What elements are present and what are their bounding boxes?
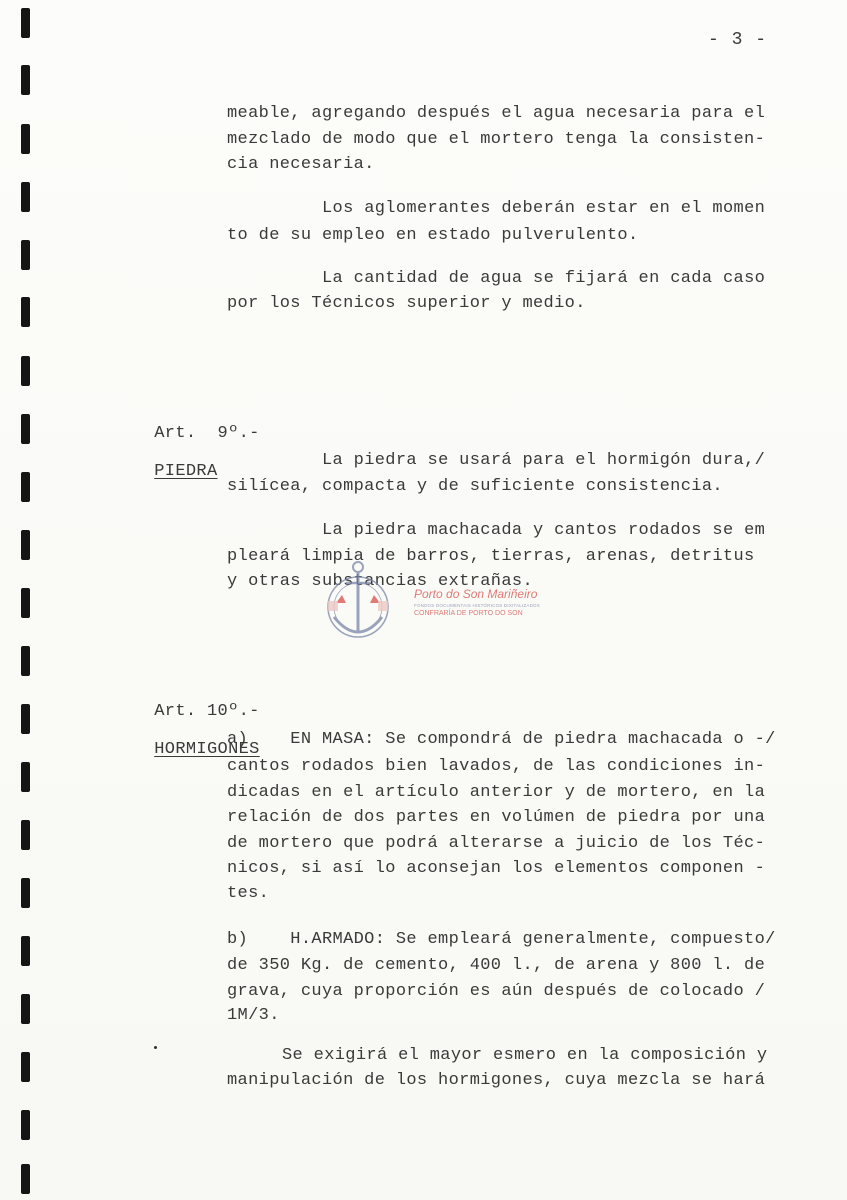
article-number: Art. 10º.- xyxy=(154,702,260,721)
binding-hole xyxy=(21,762,30,792)
text-line: silícea, compacta y de suficiente consistencia. xyxy=(227,477,723,496)
article-title: PIEDRA xyxy=(154,462,218,481)
text-line: de 350 Kg. de cemento, 400 l., de arena y 800 l. de xyxy=(227,956,766,975)
watermark-brand: Porto do Son Mariñeiro xyxy=(414,587,538,601)
text-line: mezclado de modo que el mortero tenga la consisten- xyxy=(227,130,766,149)
binding-hole xyxy=(21,936,30,966)
text-line: La piedra machacada y cantos rodados se em xyxy=(322,521,766,540)
text-line: pleará limpia de barros, tierras, arenas, detritus xyxy=(227,547,755,566)
archive-watermark xyxy=(322,555,540,650)
text-line: grava, cuya proporción es aún después de colocado / xyxy=(227,982,766,1001)
binding-hole xyxy=(21,65,30,95)
binding-hole xyxy=(21,1052,30,1082)
binding-hole xyxy=(21,8,30,38)
binding-hole xyxy=(21,1110,30,1140)
ink-speck xyxy=(154,1046,157,1049)
binding-hole xyxy=(21,820,30,850)
watermark-org: CONFRARÍA DE PORTO DO SON xyxy=(414,610,523,617)
binding-hole xyxy=(21,297,30,327)
text-line: por los Técnicos superior y medio. xyxy=(227,294,586,313)
binding-hole xyxy=(21,472,30,502)
binding-hole xyxy=(21,704,30,734)
text-line: La piedra se usará para el hormigón dura,/ xyxy=(322,451,766,470)
text-line: to de su empleo en estado pulverulento. xyxy=(227,226,639,245)
text-line: a) EN MASA: Se compondrá de piedra machacada o -/ xyxy=(227,730,776,749)
binding-hole xyxy=(21,356,30,386)
article-number: Art. 9º.- xyxy=(154,424,260,443)
article-title: HORMIGONES xyxy=(154,740,260,759)
text-line: Los aglomerantes deberán estar en el momen xyxy=(322,199,766,218)
binding-hole xyxy=(21,878,30,908)
text-line: cantos rodados bien lavados, de las condiciones in- xyxy=(227,757,766,776)
binding-hole xyxy=(21,1164,30,1194)
text-line: cia necesaria. xyxy=(227,155,375,174)
text-line: dicadas en el artículo anterior y de mortero, en la xyxy=(227,783,766,802)
watermark-subtitle: FONDOS DOCUMENTAIS HISTÓRICOS DIXITALIZADOS xyxy=(414,603,540,608)
binding-holes xyxy=(21,0,35,1200)
binding-hole xyxy=(21,240,30,270)
binding-hole xyxy=(21,414,30,444)
text-line: y otras substancias extrañas. xyxy=(227,572,533,591)
binding-hole xyxy=(21,182,30,212)
text-line: meable, agregando después el agua necesaria para el xyxy=(227,104,766,123)
text-line: b) H.ARMADO: Se empleará generalmente, compuesto/ xyxy=(227,930,776,949)
text-line: tes. xyxy=(227,884,270,903)
page-number: - 3 - xyxy=(708,30,768,50)
text-line: de mortero que podrá alterarse a juicio de los Téc- xyxy=(227,834,766,853)
text-line: La cantidad de agua se fijará en cada caso xyxy=(322,269,766,288)
text-line: Se exigirá el mayor esmero en la composición y xyxy=(282,1046,768,1065)
binding-hole xyxy=(21,994,30,1024)
text-line: relación de dos partes en volúmen de piedra por una xyxy=(227,808,766,827)
binding-hole xyxy=(21,124,30,154)
text-line: nicos, si así lo aconsejan los elementos componen - xyxy=(227,859,766,878)
text-line: 1M/3. xyxy=(227,1006,280,1025)
binding-hole xyxy=(21,588,30,618)
text-line: manipulación de los hormigones, cuya mezcla se hará xyxy=(227,1071,766,1090)
binding-hole xyxy=(21,646,30,676)
anchor-seal-icon xyxy=(322,555,402,650)
binding-hole xyxy=(21,530,30,560)
